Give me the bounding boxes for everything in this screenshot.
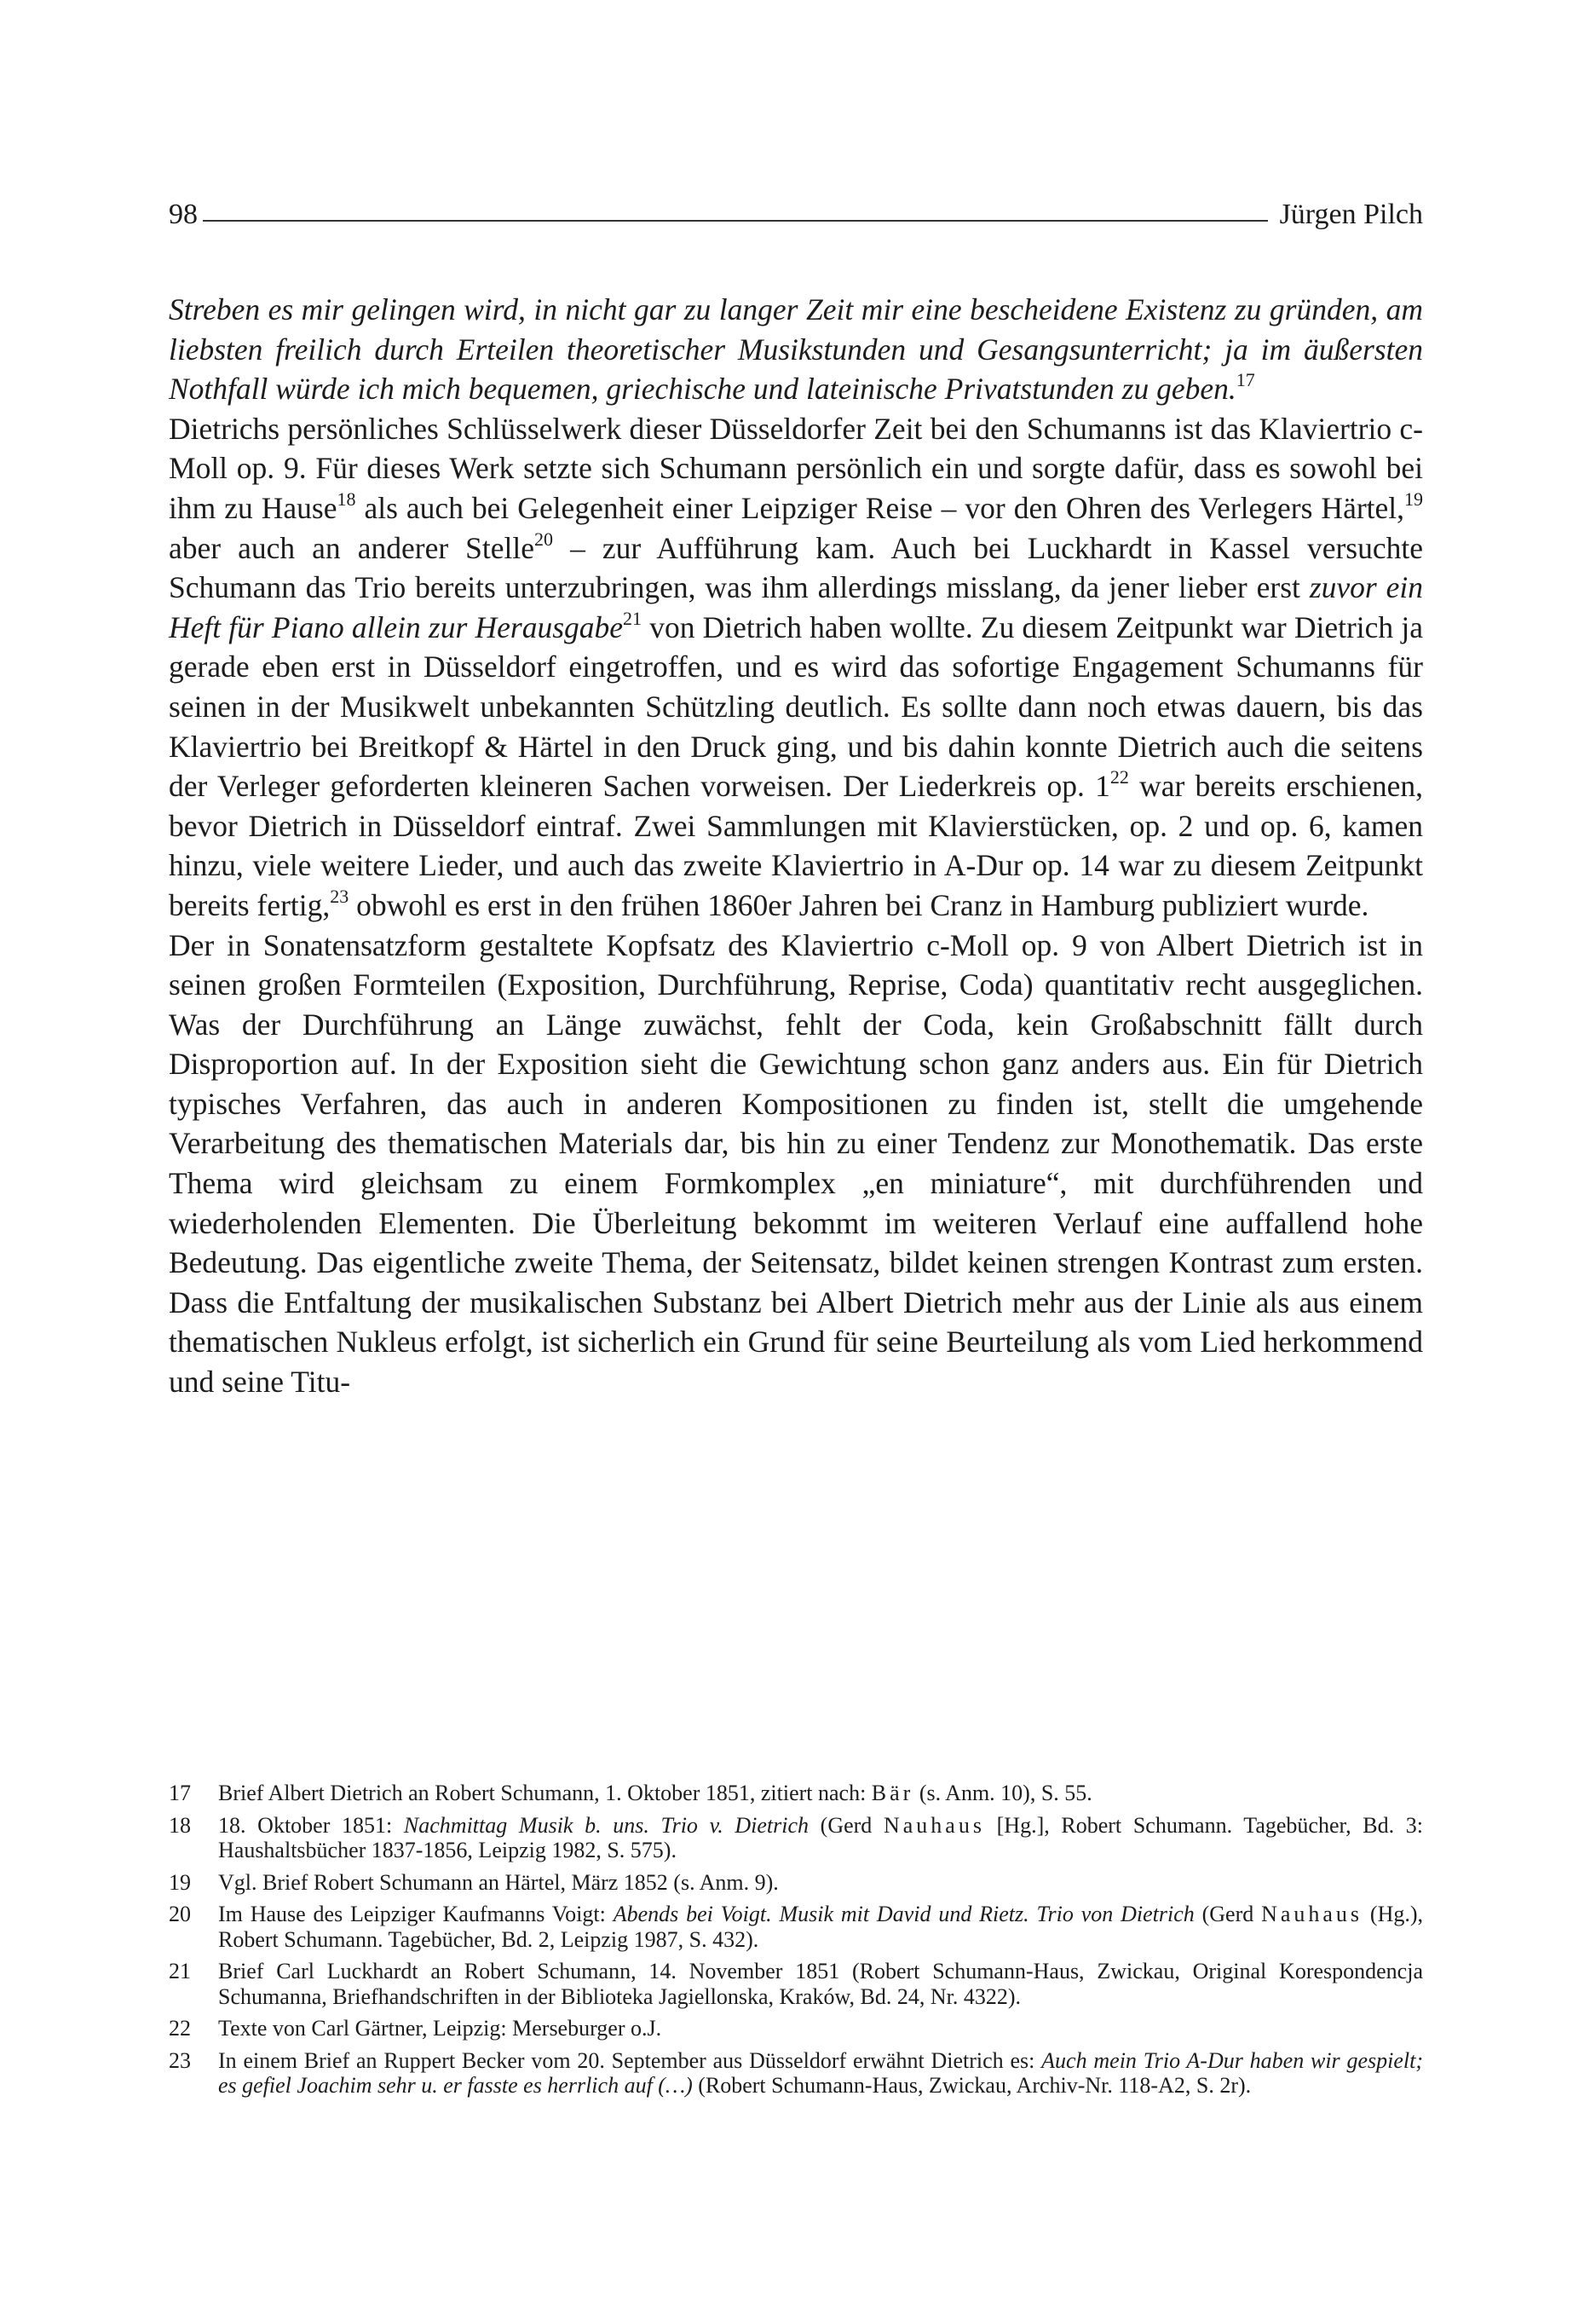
footnote-text: Vgl. Brief Robert Schumann an Härtel, März 1852 (s. Anm. 9). bbox=[218, 1869, 779, 1895]
footnote-ref-19[interactable]: 19 bbox=[1404, 488, 1424, 510]
body-paragraph-2: Der in Sonatensatzform gestaltete Kopfsatz des Klaviertrio c-Moll op. 9 von Albert Dietrich ist in seinen großen Formteilen (Exposition, Durchführung, Reprise, Coda) quantitativ recht ausgeglichen. Was der Durchführung an Länge zuwächst, fehlt der Coda, kein Großabschnitt fällt durch Disproportion auf. In der Exposition sieht die Gewichtung schon ganz anders aus. Ein für Dietrich typisches Verfahren, das auch in anderen Kompositionen zu finden ist, stellt die umgehende Verarbeitung des thematischen Materials dar, bis hin zu einer Tendenz zur Monothematik. Das erste Thema wird gleichsam zu einem Formkomplex „en miniature“, mit durchführenden und wiederholenden Elementen. Die Überleitung bekommt im weiteren Verlauf eine auffallend hohe Bedeutung. Das eigentliche zweite Thema, der Seitensatz, bildet keinen strengen Kontrast zum ersten. Dass die Entfaltung der musikalischen Substanz bei Albert Dietrich mehr aus der Linie als aus einem thematischen Nukleus erfolgt, ist sicherlich ein Grund für seine Beurteilung als vom Lied herkommend und seine Titu- bbox=[169, 927, 1423, 1400]
text-span: – zur Aufführung kam. Auch bei Luckhardt in Kassel versuchte Schumann das Trio bereits unterzubringen, was ihm allerdings misslang, da jener lieber erst bbox=[169, 530, 1423, 605]
text-span: Brief Albert Dietrich an Robert Schumann, 1. Oktober 1851, zitiert nach: bbox=[218, 1781, 872, 1805]
spaced-name: Nauhaus bbox=[883, 1812, 985, 1838]
footnote-ref-23[interactable]: 23 bbox=[330, 885, 349, 907]
text-span: In einem Brief an Ruppert Becker vom 20. September aus Düsseldorf erwähnt Dietrich es: bbox=[218, 2047, 1042, 2073]
quote-paragraph bbox=[169, 290, 1423, 409]
main-text bbox=[169, 290, 1423, 1402]
text-span: (Robert Schumann-Haus, Zwickau, Archiv-Nr. 118-A2, S. 2r). bbox=[692, 2073, 1252, 2098]
footnote-number: 17 bbox=[169, 1781, 191, 1805]
footnote-number: 19 bbox=[169, 1869, 191, 1895]
body-paragraph-1 bbox=[169, 409, 1423, 926]
text-span: (Gerd bbox=[1194, 1902, 1262, 1926]
footnote-ref-18[interactable]: 18 bbox=[337, 488, 356, 510]
footnote-text bbox=[218, 1781, 1423, 1806]
text-span: (Gerd bbox=[809, 1812, 884, 1838]
page-number: 98 bbox=[169, 199, 198, 230]
footnotes bbox=[169, 1781, 1423, 2105]
footnote-ref-21[interactable]: 21 bbox=[623, 607, 642, 629]
footnote-text bbox=[218, 2048, 1423, 2099]
text-span: Im Hause des Leipziger Kaufmanns Voigt: bbox=[218, 1902, 614, 1926]
text-span: 18. Oktober 1851: bbox=[218, 1812, 404, 1838]
footnote-text bbox=[218, 1902, 1423, 1952]
footnote-19 bbox=[169, 1870, 1423, 1896]
header-rule bbox=[203, 220, 1268, 222]
spaced-name: Nauhaus bbox=[1261, 1902, 1363, 1926]
italic-quote: zuvor ein Heft für Piano allein zur Herausgabe bbox=[169, 570, 1423, 644]
footnote-number: 23 bbox=[169, 2047, 191, 2073]
footnote-17 bbox=[169, 1781, 1423, 1806]
footnote-number: 21 bbox=[169, 1959, 191, 1983]
text-span: [Hg.], Robert Schumann. Tagebücher, Bd. 3: Haushaltsbücher 1837-1856, Leipzig 1982, S. 575). bbox=[218, 1812, 1424, 1862]
footnote-ref-20[interactable]: 20 bbox=[534, 528, 554, 550]
spaced-name: Bär bbox=[871, 1781, 914, 1805]
footnote-23 bbox=[169, 2048, 1423, 2099]
footnote-text: Texte von Carl Gärtner, Leipzig: Merseburger o.J. bbox=[218, 2016, 662, 2041]
running-title: Jürgen Pilch bbox=[1279, 199, 1423, 230]
footnote-ref-22[interactable]: 22 bbox=[1109, 766, 1129, 788]
text-span: von Dietrich haben wollte. Zu diesem Zeitpunkt war Dietrich ja gerade eben erst in Düsseldorf eingetroffen, und es wird das sofortige Engagement Schumanns für seinen in der Musikwelt unbekannten Schützling deutlich. Es sollte dann noch etwas dauern, bis das Klaviertrio bei Breitkopf & Härtel in den Druck ging, und bis dahin konnte Dietrich auch die seitens der Verleger geforderten kleineren Sachen vorweisen. Der Liederkreis op. 1 bbox=[169, 609, 1423, 804]
text-span: Dietrichs persönliches Schlüsselwerk dieser Düsseldorfer Zeit bei den Schumanns ist das Klaviertrio c-Moll op. 9. Für dieses Werk setzte sich Schumann persönlich ein und sorgte dafür, dass es sowohl bei ihm zu Hause bbox=[169, 411, 1423, 525]
italic-quote: Auch mein Trio A-Dur haben wir gespielt; es gefiel Joachim sehr u. er fasste es herrlich auf (…) bbox=[218, 2047, 1424, 2098]
footnote-number: 22 bbox=[169, 2016, 191, 2041]
running-header bbox=[169, 193, 1423, 230]
footnote-number: 18 bbox=[169, 1812, 191, 1838]
footnote-18 bbox=[169, 1813, 1423, 1863]
footnote-text: Brief Carl Luckhardt an Robert Schumann, 14. November 1851 (Robert Schumann-Haus, Zwickau, Original Korespondencja Schumanna, Briefhandschriften in der Biblioteka Jagiellonska, Kraków, Bd. 24, Nr. 4322). bbox=[218, 1959, 1423, 2009]
footnote-21 bbox=[169, 1959, 1423, 2009]
italic-quote: Abends bei Voigt. Musik mit David und Rietz. Trio von Dietrich bbox=[613, 1902, 1195, 1926]
text-span: (Hg.), Robert Schumann. Tagebücher, Bd. 2, Leipzig 1987, S. 432). bbox=[218, 1902, 1424, 1952]
footnote-22 bbox=[169, 2016, 1423, 2041]
quote-text: Streben es mir gelingen wird, in nicht gar zu langer Zeit mir eine bescheidene Existenz zu gründen, am liebsten freilich durch Erteilen theoretischer Musikstunden und Gesangsunterricht; ja im äußersten Nothfall würde ich mich bequemen, griechische und lateinische Privatstunden zu geben. bbox=[169, 292, 1423, 407]
italic-quote: Nachmittag Musik b. uns. Trio v. Dietrich bbox=[403, 1812, 810, 1838]
text-span: war bereits erschienen, bevor Dietrich in Düsseldorf eintraf. Zwei Sammlungen mit Klavierstücken, op. 2 und op. 6, kamen hinzu, viele weitere Lieder, und auch das zweite Klaviertrio in A-Dur op. 14 war zu diesem Zeitpunkt bereits fertig, bbox=[169, 769, 1423, 922]
text-span: aber auch an anderer Stelle bbox=[169, 530, 535, 565]
footnote-20 bbox=[169, 1902, 1423, 1952]
footnote-number: 20 bbox=[169, 1902, 191, 1926]
text-span: obwohl es erst in den frühen 1860er Jahren bei Cranz in Hamburg publiziert wurde. bbox=[349, 887, 1369, 922]
text-span: (s. Anm. 10), S. 55. bbox=[913, 1781, 1092, 1805]
footnote-ref-17[interactable]: 17 bbox=[1236, 369, 1255, 391]
text-span: als auch bei Gelegenheit einer Leipziger Reise – vor den Ohren des Verlegers Härtel, bbox=[355, 490, 1405, 525]
footnote-text bbox=[218, 1813, 1423, 1863]
